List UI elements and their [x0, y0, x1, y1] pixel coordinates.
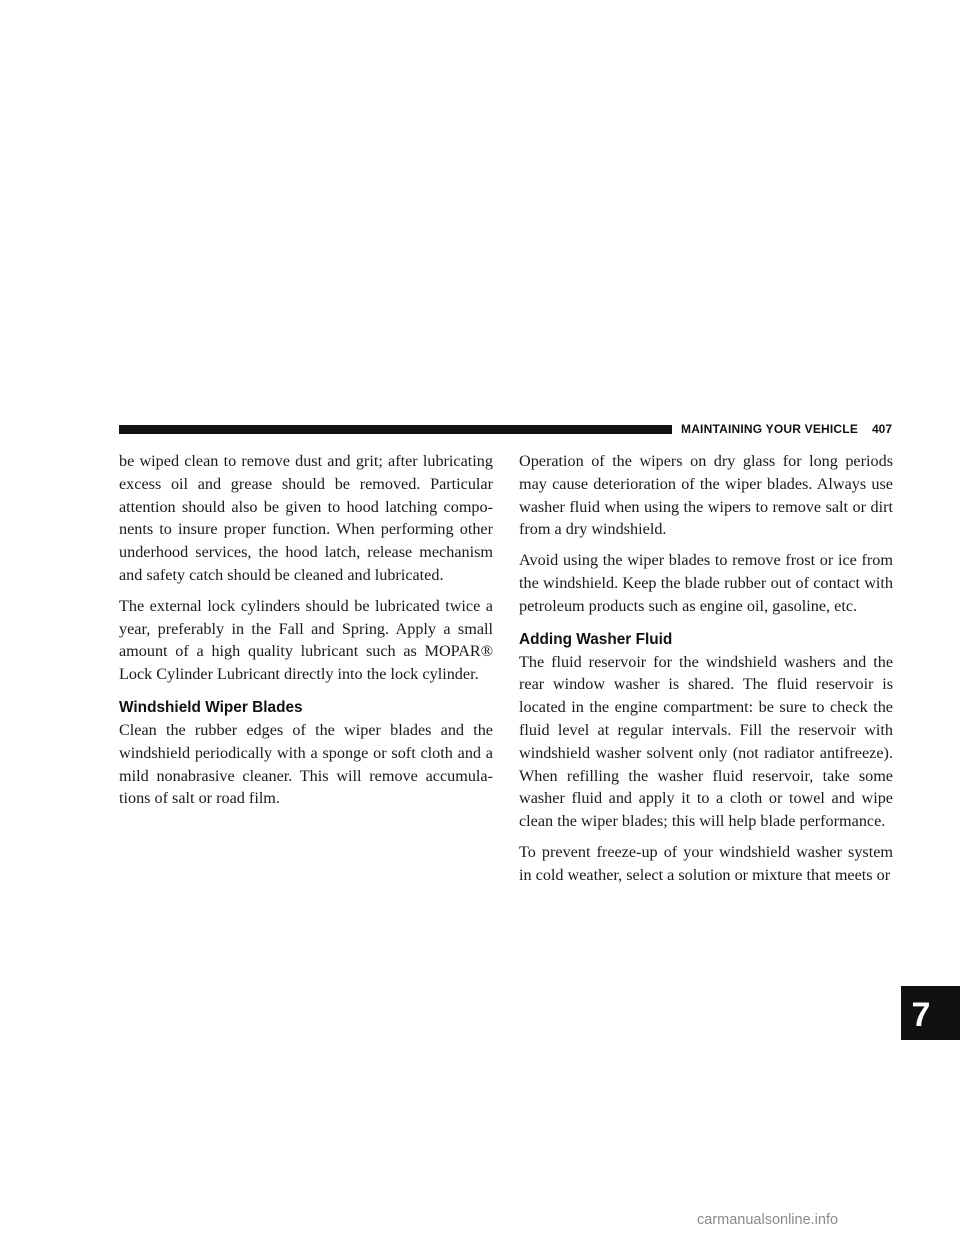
right-paragraph-1: Operation of the wipers on dry glass for long periods may cause deterioration of the wiper blades. Always use washer fluid when using the wipers to remove salt or dirt from a dry windshield. — [519, 452, 893, 539]
chapter-number: 7 — [911, 996, 931, 1034]
header-rule — [119, 425, 672, 434]
section-title: MAINTAINING YOUR VEHICLE — [681, 422, 859, 436]
right-paragraph-3: The fluid reservoir for the windshield washers and the rear window washer is shared. The fluid reservoir is located in the engine compartment: be sure to check the fluid level at regular intervals. Fill the reservoir with windshield washer solvent only (not radiator antifreeze). When refilling the washer fluid reservoir, take some washer fluid and apply it to a cloth or towel and wipe clean the wiper blades; this will help blade performance. — [519, 652, 893, 831]
left-paragraph-2: The external lock cylinders should be lubricated twice a year, preferably in the Fall and Spring. Apply a small amount of a high quality lubricant such as MOPAR® Lock Cylinder Lubricant directly into the lock cylinder. — [119, 596, 493, 684]
watermark: carmanualsonline.info — [697, 1212, 839, 1228]
left-paragraph-3: Clean the rubber edges of the wiper blades and the windshield periodically with a sponge or soft cloth and a mild nonabrasive cleaner. This will remove accumula-tions of salt or road film. — [119, 720, 493, 808]
right-column — [519, 450, 893, 895]
left-paragraph-1: be wiped clean to remove dust and grit; after lubricating excess oil and grease should be removed. Particular attention should also be given to hood latching compo-nents to insure proper function. When performing other underhood services, the hood latch, release mechanism and safety catch should be cleaned and lubricated. — [119, 452, 493, 584]
heading-windshield-wiper-blades: Windshield Wiper Blades — [119, 698, 303, 716]
right-paragraph-2: Avoid using the wiper blades to remove frost or ice from the windshield. Keep the blade rubber out of contact with petroleum products such as engine oil, gasoline, etc. — [519, 551, 893, 615]
heading-adding-washer-fluid: Adding Washer Fluid — [519, 630, 673, 648]
page-number: 407 — [872, 422, 893, 436]
right-paragraph-4: To prevent freeze-up of your windshield washer system in cold weather, select a solution or mixture that meets or — [519, 842, 893, 884]
left-column — [119, 450, 493, 818]
